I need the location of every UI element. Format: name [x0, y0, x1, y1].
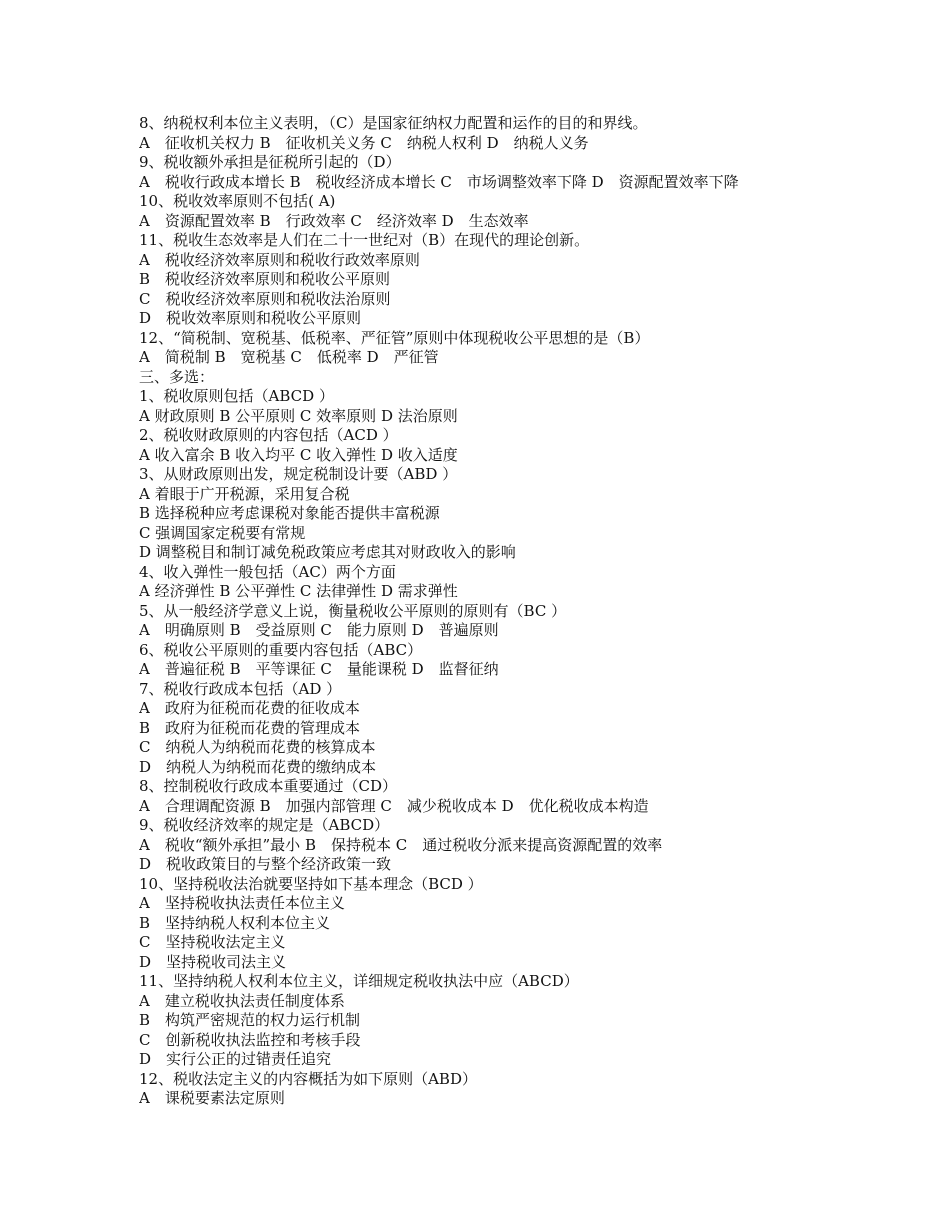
text-line: 4、收入弹性一般包括（AC）两个方面 [139, 562, 396, 581]
text-line: 8、控制税收行政成本重要通过（CD） [139, 777, 398, 795]
text-line: 6、税收公平原则的重要内容包括（ABC） [139, 640, 423, 659]
text-line: C 坚持税收法定主义 [139, 933, 286, 951]
text-line: B 坚持纳税人权利本位主义 [139, 913, 331, 932]
text-line: C 强调国家定税要有常规 [139, 523, 306, 542]
text-line: 12、税收法定主义的内容概括为如下原则（ABD） [139, 1069, 477, 1088]
text-line: 3、从财政原则出发，规定税制设计要（ABD ） [139, 465, 458, 483]
text-line: A 收入富余 B 收入均平 C 收入弹性 D 收入适度 [139, 445, 458, 464]
text-line: A 税收行政成本增长 B 税收经济成本增长 C 市场调整效率下降 D 资源配置效率下降 [139, 172, 739, 191]
text-line: 12、“简税制、宽税基、低税率、严征管”原则中体现税收公平思想的是（B） [139, 328, 650, 347]
text-line: D 税收效率原则和税收公平原则 [139, 309, 362, 327]
document-body [139, 114, 919, 1109]
text-line: C 创新税收执法监控和考核手段 [139, 1030, 361, 1049]
text-line: D 税收政策目的与整个经济政策一致 [139, 855, 392, 873]
text-line: 1、税收原则包括（ABCD ） [139, 387, 334, 405]
text-line: D 实行公正的过错责任追究 [139, 1050, 332, 1068]
text-line: C 税收经济效率原则和税收法治原则 [139, 289, 391, 308]
text-line: 11、坚持纳税人权利本位主义，详细规定税收执法中应（ABCD） [139, 972, 579, 990]
text-line: 三、多选： [139, 367, 215, 386]
text-line: 10、税收效率原则不包括( A) [139, 192, 336, 210]
text-line: 10、坚持税收法治就要坚持如下基本理念（BCD ） [139, 874, 483, 893]
text-line: D 纳税人为纳税而花费的缴纳成本 [139, 757, 377, 776]
text-line: B 构筑严密规范的权力运行机制 [139, 1011, 361, 1029]
text-line: A 着眼于广开税源，采用复合税 [139, 484, 350, 503]
text-line: D 调整税目和制订减免税政策应考虑其对财政收入的影响 [139, 543, 516, 561]
text-line: B 选择税种应考虑课税对象能否提供丰富税源 [139, 504, 440, 522]
text-line: A 合理调配资源 B 加强内部管理 C 减少税收成本 D 优化税收成本构造 [139, 796, 649, 815]
text-line: A 明确原则 B 受益原则 C 能力原则 D 普遍原则 [139, 621, 499, 639]
text-line: A 资源配置效率 B 行政效率 C 经济效率 D 生态效率 [139, 211, 529, 230]
text-line: B 税收经济效率原则和税收公平原则 [139, 270, 391, 288]
text-line: A 经济弹性 B 公平弹性 C 法律弹性 D 需求弹性 [139, 582, 458, 600]
text-line: B 政府为征税而花费的管理成本 [139, 718, 361, 737]
text-line: A 财政原则 B 公平原则 C 效率原则 D 法治原则 [139, 406, 458, 425]
text-line: D 坚持税收司法主义 [139, 952, 287, 971]
text-line: A 坚持税收执法责任本位主义 [139, 894, 345, 912]
text-line: A 建立税收执法责任制度体系 [139, 991, 345, 1010]
text-line: A 征收机关权力 B 征收机关义务 C 纳税人权利 D 纳税人义务 [139, 133, 589, 152]
text-line: A 课税要素法定原则 [139, 1089, 285, 1107]
text-line: 2、税收财政原则的内容包括（ACD ） [139, 426, 398, 444]
text-line: 5、从一般经济学意义上说，衡量税收公平原则的原则有（BC ） [139, 601, 567, 620]
text-line: A 税收“额外承担”最小 B 保持税本 C 通过税收分派来提高资源配置的效率 [139, 835, 663, 854]
text-line: 11、税收生态效率是人们在二十一世纪对（B）在现代的理论创新。 [139, 231, 590, 249]
text-line: A 税收经济效率原则和税收行政效率原则 [139, 250, 420, 269]
text-line: A 简税制 B 宽税基 C 低税率 D 严征管 [139, 348, 439, 366]
text-line: 9、税收经济效率的规定是（ABCD） [139, 816, 390, 834]
text-line: 8、纳税权利本位主义表明，（C）是国家征纳权力配置和运作的目的和界线。 [139, 114, 648, 132]
text-line: A 普遍征税 B 平等课征 C 量能课税 D 监督征纳 [139, 660, 499, 678]
text-line: 7、税收行政成本包括（AD ） [139, 679, 342, 698]
text-line: C 纳税人为纳税而花费的核算成本 [139, 738, 376, 756]
text-line: 9、税收额外承担是征税所引起的（D） [139, 153, 401, 171]
text-line: A 政府为征税而花费的征收成本 [139, 699, 360, 717]
